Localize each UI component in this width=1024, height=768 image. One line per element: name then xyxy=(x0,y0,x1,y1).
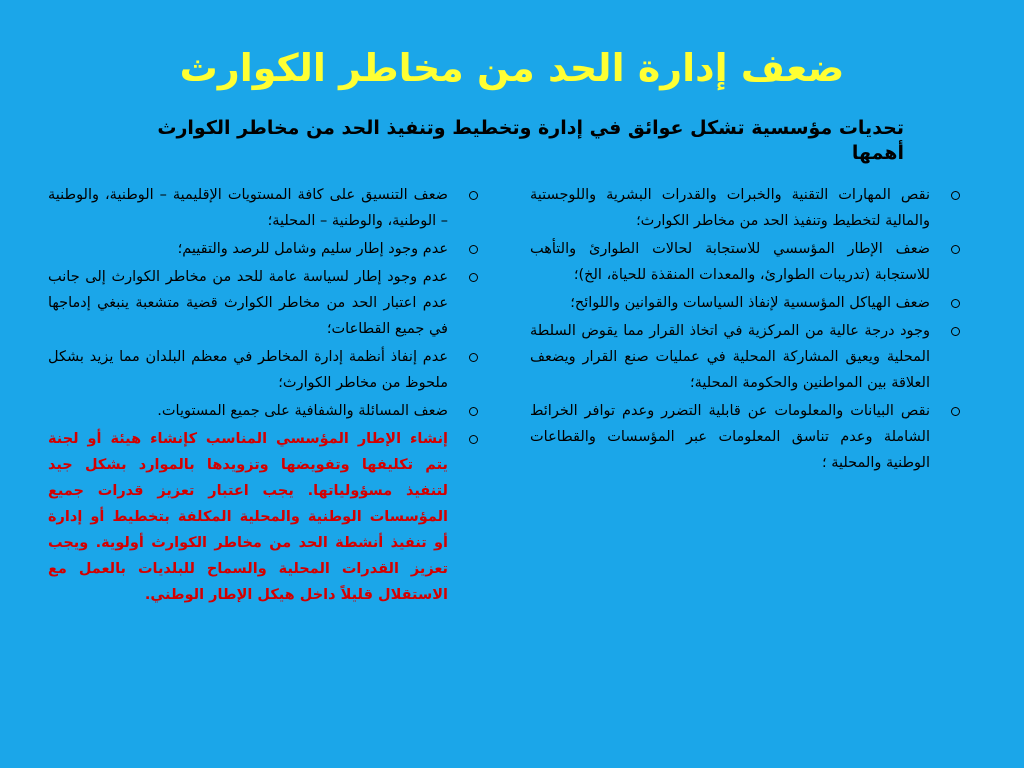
left-column-list xyxy=(48,182,484,610)
circle-bullet-icon xyxy=(469,353,478,362)
circle-bullet-icon xyxy=(951,245,960,254)
highlight-text: إنشاء الإطار المؤسسي المناسب كإنشاء هيئة أو لجنة يتم تكليفها وتفويضها وتزويدها بالموارد بشكل جيد لتنفيذ مسؤولياتها. يجب اعتبار تعزيز قدرات جميع المؤسسات الوطنية والمحلية المكلفة بتخطيط أو إدارة أو تنفيذ أنشطة الحد من مخاطر الكوارث أولوية. ويجب تعزيز القدرات المحلية والسماح للبلديات بالعمل مع الاستقلال قليلاً داخل هيكل الإطار الوطني. xyxy=(48,431,448,603)
list-item xyxy=(48,344,484,396)
list-item xyxy=(48,182,484,234)
list-item-text: ضعف التنسيق على كافة المستويات الإقليمية – الوطنية، والوطنية – الوطنية، والوطنية – المحلية؛ xyxy=(48,187,448,229)
circle-bullet-icon xyxy=(469,273,478,282)
slide-subtitle: تحديات مؤسسية تشكل عوائق في إدارة وتخطيط وتنفيذ الحد من مخاطر الكوارث أهمها xyxy=(157,117,904,164)
list-item xyxy=(530,398,966,476)
list-item xyxy=(530,182,966,234)
list-item-text: عدم وجود إطار لسياسة عامة للحد من مخاطر الكوارث إلى جانب عدم اعتبار الحد من مخاطر الكوارث قضية متشعبة ينبغي إدماجها في جميع القطاعات؛ xyxy=(48,269,448,337)
circle-bullet-icon xyxy=(469,245,478,254)
list-item-text: ضعف الإطار المؤسسي للاستجابة لحالات الطوارئ والتأهب للاستجابة (تدريبات الطوارئ، والمعدات المنقذة للحياة، الخ)؛ xyxy=(530,241,930,283)
right-column-list xyxy=(530,182,966,478)
list-item-text: عدم إنفاذ أنظمة إدارة المخاطر في معظم البلدان مما يزيد بشكل ملحوظ من مخاطر الكوارث؛ xyxy=(48,349,448,391)
list-item-text: نقص المهارات التقنية والخبرات والقدرات البشرية واللوجستية والمالية لتخطيط وتنفيذ الحد من مخاطر الكوارث؛ xyxy=(530,187,930,229)
list-item xyxy=(48,398,484,424)
list-item xyxy=(530,290,966,316)
circle-bullet-icon xyxy=(469,407,478,416)
circle-bullet-icon xyxy=(951,299,960,308)
circle-bullet-icon xyxy=(951,407,960,416)
list-item xyxy=(530,236,966,288)
slide-title: ضعف إدارة الحد من مخاطر الكوارث xyxy=(179,46,845,90)
list-item-text: نقص البيانات والمعلومات عن قابلية التضرر وعدم توافر الخرائط الشاملة وعدم تناسق المعلومات عبر المؤسسات والقطاعات الوطنية والمحلية ؛ xyxy=(530,403,930,471)
list-item xyxy=(48,236,484,262)
circle-bullet-icon xyxy=(951,191,960,200)
circle-bullet-icon xyxy=(469,435,478,444)
highlight-list-item xyxy=(48,426,484,608)
list-item-text: عدم وجود إطار سليم وشامل للرصد والتقييم؛ xyxy=(177,241,448,257)
circle-bullet-icon xyxy=(951,327,960,336)
list-item xyxy=(48,264,484,342)
circle-bullet-icon xyxy=(469,191,478,200)
list-item-text: ضعف المسائلة والشفافية على جميع المستويات. xyxy=(157,403,448,419)
list-item-text: ضعف الهياكل المؤسسية لإنفاذ السياسات والقوانين واللوائح؛ xyxy=(570,295,930,311)
list-item-text: وجود درجة عالية من المركزية في اتخاذ القرار مما يقوض السلطة المحلية ويعيق المشاركة المحلية في عمليات صنع القرار ويضعف العلاقة بين المواطنين والحكومة المحلية؛ xyxy=(530,323,930,391)
list-item xyxy=(530,318,966,396)
